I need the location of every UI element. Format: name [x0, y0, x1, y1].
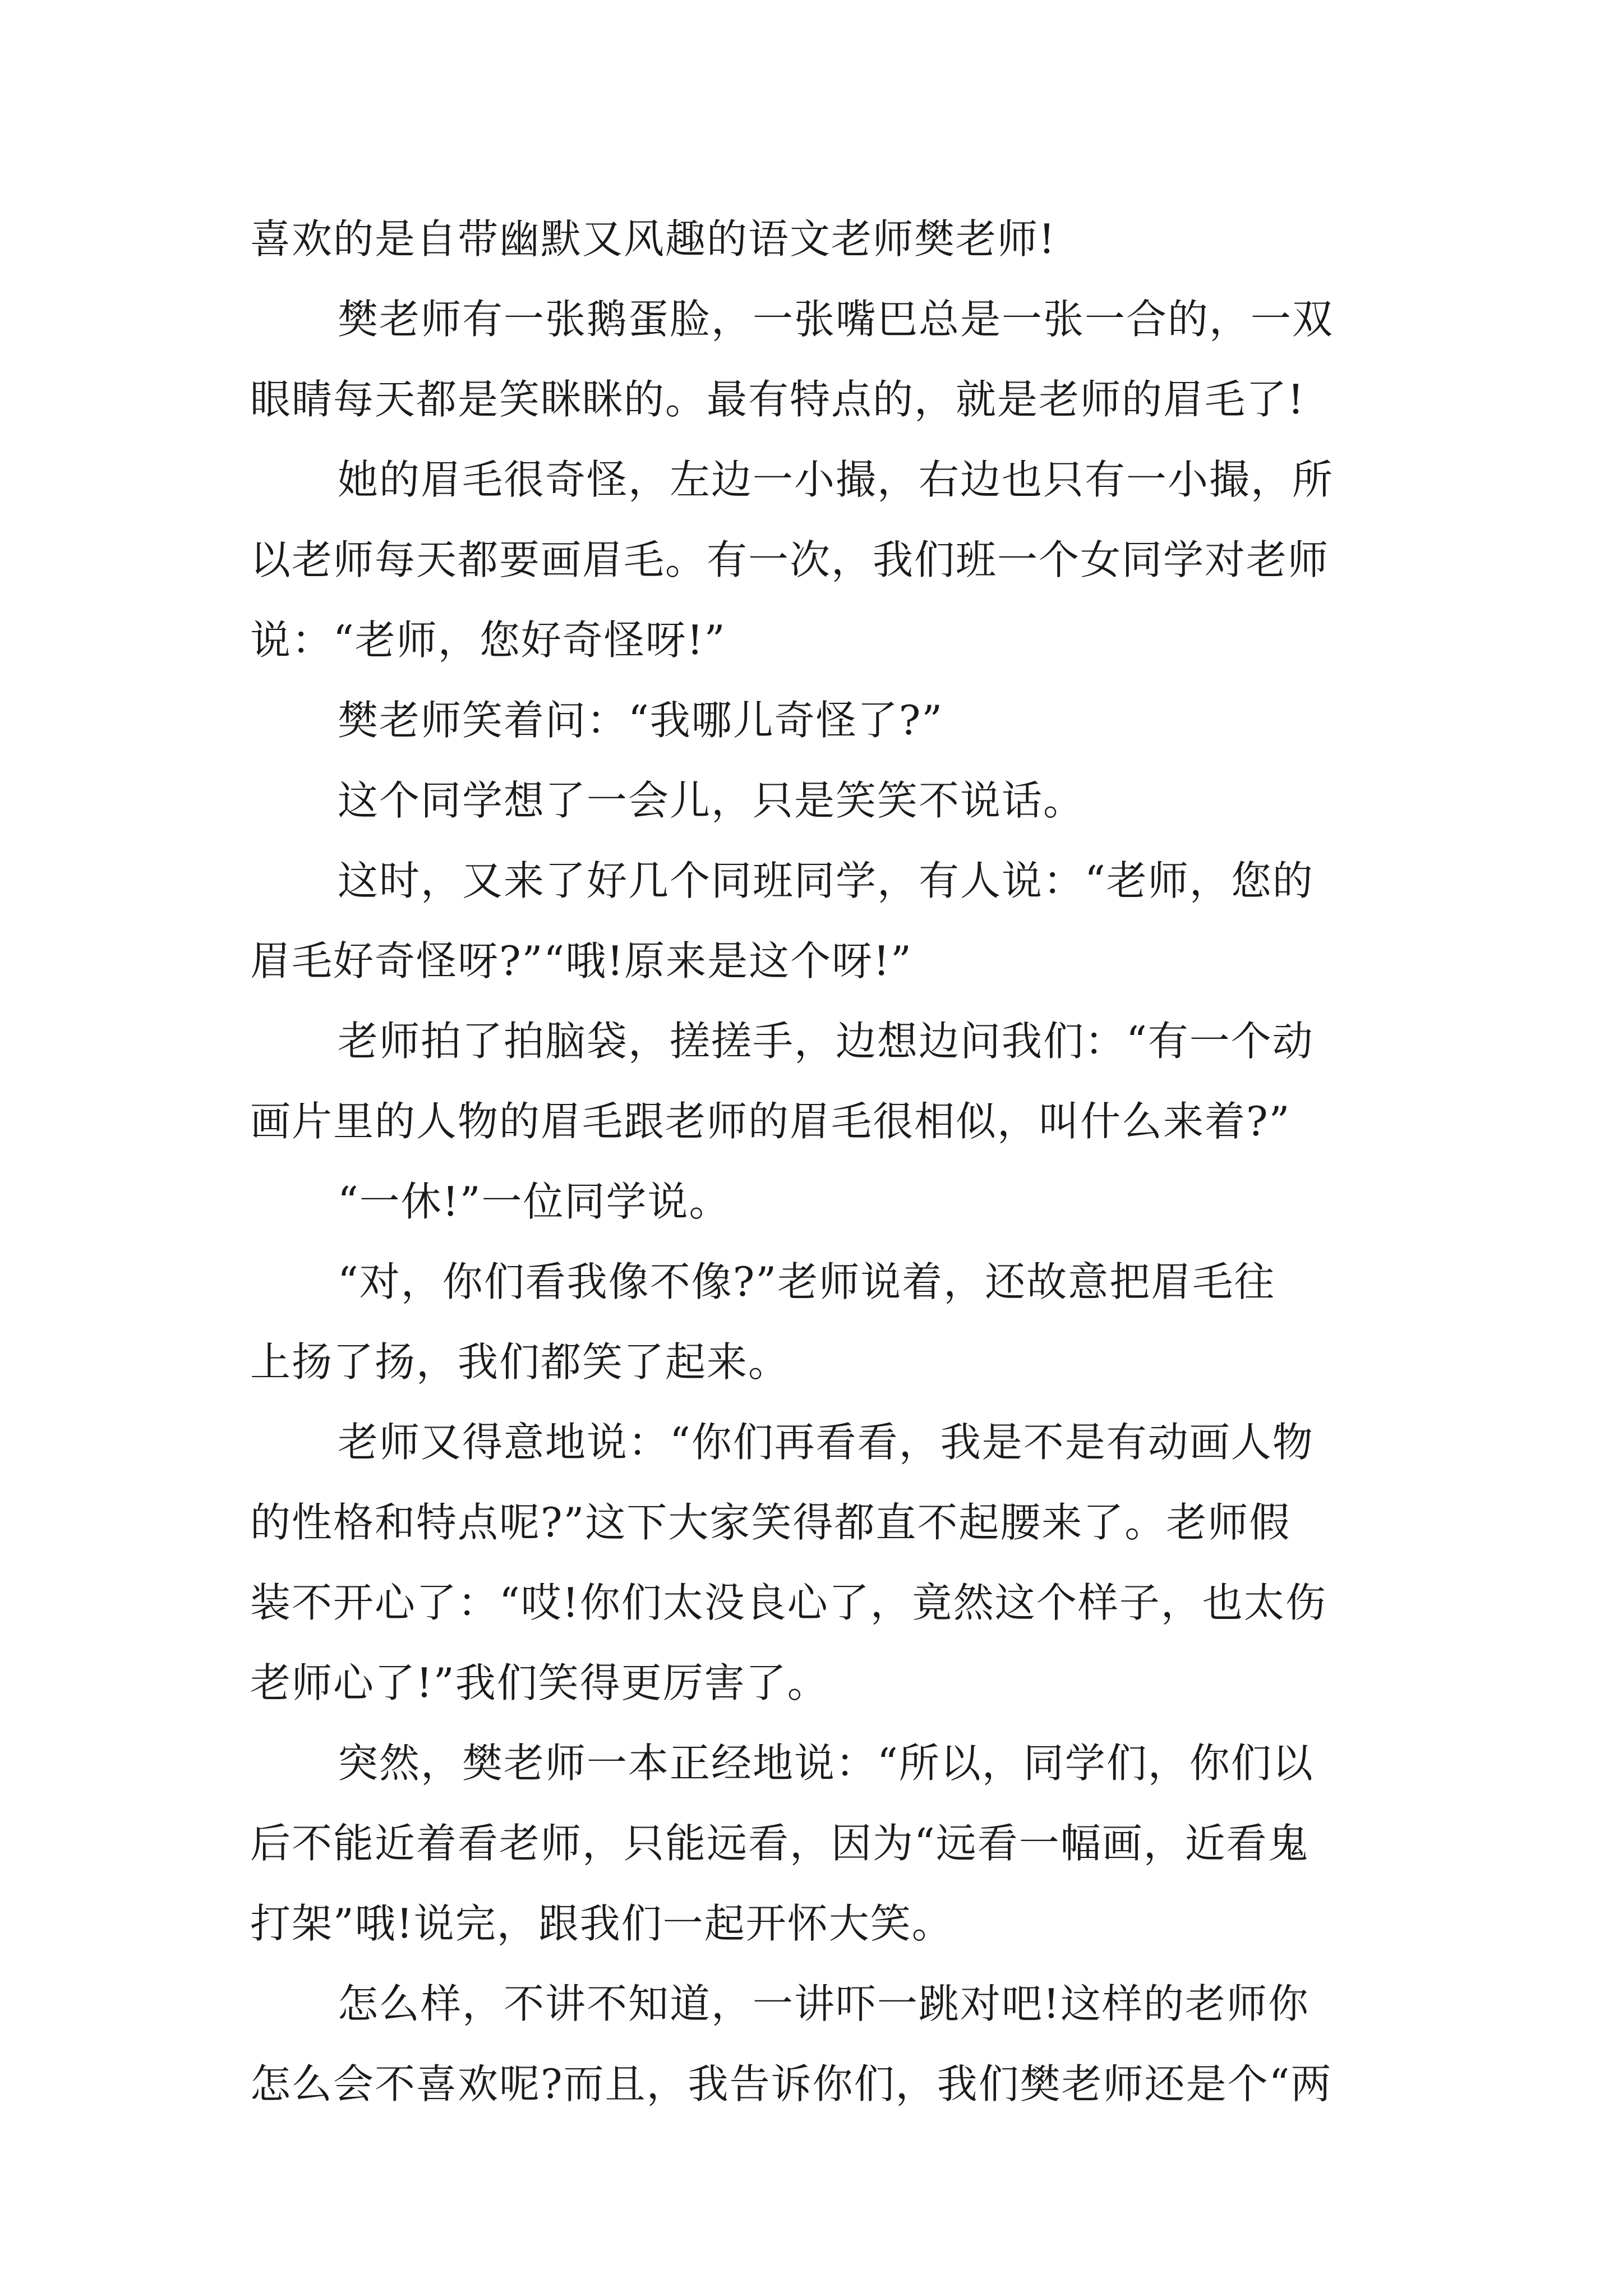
text-line: 说：“老师，您好奇怪呀!”	[250, 616, 726, 664]
text-line: 她的眉毛很奇怪，左边一小撮，右边也只有一小撮，所	[338, 456, 1334, 503]
text-line: 这个同学想了一会儿，只是笑笑不说话。	[338, 777, 1085, 824]
text-line: 怎么样，不讲不知道，一讲吓一跳对吧!这样的老师你	[338, 1980, 1310, 2027]
text-line: 樊老师笑着问：“我哪儿奇怪了?”	[338, 697, 944, 744]
text-line: “对，你们看我像不像?”老师说着，还故意把眉毛往	[338, 1258, 1276, 1305]
text-line: 装不开心了：“哎!你们太没良心了，竟然这个样子，也太伤	[250, 1579, 1327, 1626]
text-line: 打架”哦!说完，跟我们一起开怀大笑。	[250, 1900, 953, 1947]
text-line: 以老师每天都要画眉毛。有一次，我们班一个女同学对老师	[250, 536, 1330, 583]
document-body	[250, 199, 1394, 2124]
text-line: “一休!”一位同学说。	[338, 1178, 731, 1225]
text-line: 上扬了扬，我们都笑了起来。	[250, 1338, 790, 1386]
text-line: 画片里的人物的眉毛跟老师的眉毛很相似，叫什么来着?”	[250, 1098, 1291, 1145]
text-line: 眼睛每天都是笑眯眯的。最有特点的，就是老师的眉毛了!	[250, 376, 1305, 423]
text-line: 后不能近着看老师，只能远看，因为“远看一幅画，近看鬼	[250, 1820, 1310, 1867]
text-line: 眉毛好奇怪呀?”“哦!原来是这个呀!”	[250, 937, 912, 984]
text-line: 老师又得意地说：“你们再看看，我是不是有动画人物	[338, 1419, 1314, 1466]
text-line: 突然，樊老师一本正经地说：“所以，同学们，你们以	[338, 1740, 1314, 1787]
text-line: 樊老师有一张鹅蛋脸，一张嘴巴总是一张一合的，一双	[338, 296, 1334, 343]
text-line: 老师心了!”我们笑得更厉害了。	[250, 1659, 829, 1706]
text-line: 老师拍了拍脑袋，搓搓手，边想边问我们：“有一个动	[338, 1018, 1314, 1065]
text-line: 这时，又来了好几个同班同学，有人说：“老师，您的	[338, 857, 1314, 904]
text-line: 怎么会不喜欢呢?而且，我告诉你们，我们樊老师还是个“两	[250, 2060, 1332, 2108]
text-line: 喜欢的是自带幽默又风趣的语文老师樊老师!	[250, 215, 1056, 263]
text-line: 的性格和特点呢?”这下大家笑得都直不起腰来了。老师假	[250, 1499, 1291, 1546]
